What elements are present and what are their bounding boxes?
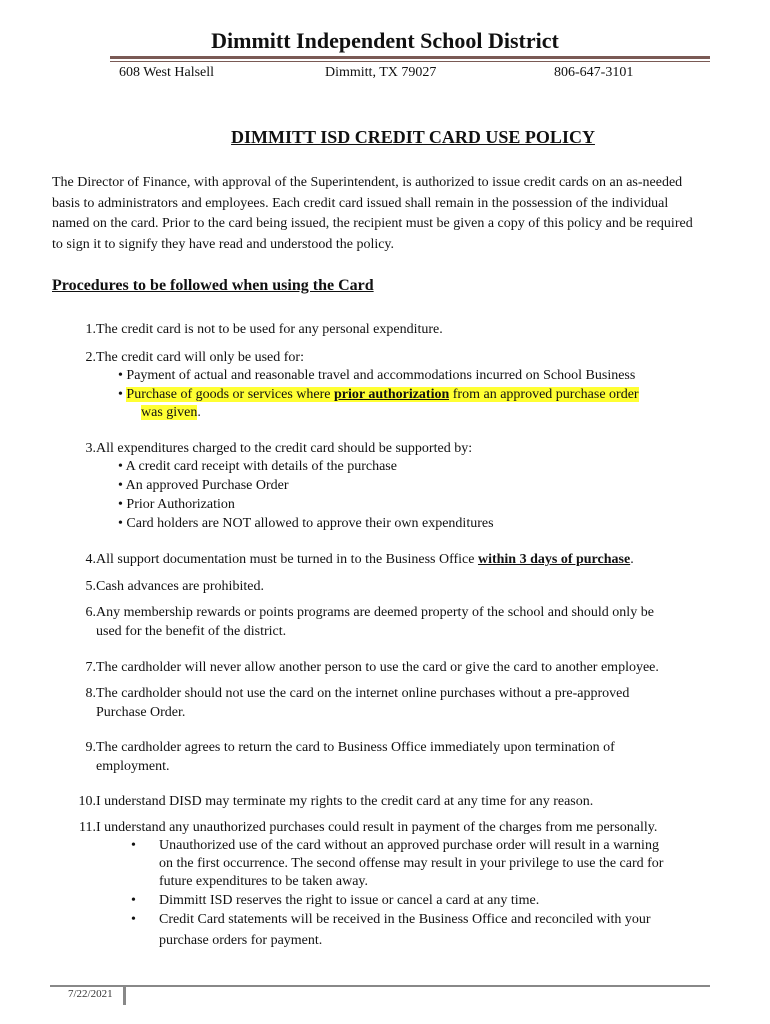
list-item-text: I understand DISD may terminate my rights to the credit card at any time for any reason. bbox=[96, 794, 594, 809]
list-item-text: All expenditures charged to the credit card should be supported by: bbox=[96, 441, 473, 456]
bullet-item: • An approved Purchase Order bbox=[118, 478, 289, 493]
bullet-text: Purchase of goods or services where bbox=[126, 387, 335, 402]
bullet-item: • Payment of actual and reasonable travel and accommodations incurred on School Business bbox=[118, 368, 636, 383]
highlight-text bbox=[126, 387, 334, 402]
list-item-text: I understand any unauthorized purchases could result in payment of the charges from me personally. bbox=[96, 820, 658, 835]
bullet-text: on the first occurrence. The second offense may result in your privilege to use the card for bbox=[159, 856, 664, 871]
bullet-marker: • bbox=[131, 912, 136, 927]
list-item-continuation: Purchase Order. bbox=[96, 705, 186, 720]
bullet-item: • A credit card receipt with details of the purchase bbox=[118, 459, 397, 474]
bullet-item: • Card holders are NOT allowed to approve their own expenditures bbox=[118, 516, 494, 531]
bullet-continuation: was given. bbox=[141, 405, 201, 420]
bullet-text: A credit card receipt with details of the purchase bbox=[125, 459, 397, 474]
bullet-marker: • bbox=[131, 838, 136, 853]
bullet-text: Credit Card statements will be received in the Business Office and reconciled with your bbox=[159, 912, 651, 927]
list-item-continuation: employment. bbox=[96, 759, 170, 774]
list-number: 9. bbox=[85, 740, 96, 755]
bullet-text: Unauthorized use of the card without an approved purchase order will result in a warning bbox=[159, 838, 659, 853]
bullet-text: Payment of actual and reasonable travel and accommodations incurred on School Business bbox=[126, 368, 636, 383]
list-number: 7. bbox=[85, 660, 96, 675]
list-item-text: Any membership rewards or points programs are deemed property of the school and should only be bbox=[96, 605, 654, 620]
list-item-text: The cardholder agrees to return the card to Business Office immediately upon termination of bbox=[96, 740, 615, 755]
bullet-text: Dimmitt ISD reserves the right to issue or cancel a card at any time. bbox=[159, 893, 540, 908]
procedures-heading: Procedures to be followed when using the Card bbox=[52, 277, 374, 294]
highlight-text: was given bbox=[141, 405, 198, 420]
list-number: 2. bbox=[85, 350, 96, 365]
list-item-text: All support documentation must be turned in to the Business Office within 3 days of purchase. bbox=[96, 552, 634, 567]
list-number: 6. bbox=[85, 605, 96, 620]
bullet-item: • Purchase of goods or services where prior authorization from an approved purchase order bbox=[118, 387, 639, 402]
list-number: 5. bbox=[85, 579, 96, 594]
bullet-marker: • bbox=[131, 893, 136, 908]
list-number: 4. bbox=[85, 552, 96, 567]
prior-authorization-emphasis: prior authorization bbox=[334, 387, 450, 402]
footer-divider bbox=[123, 985, 126, 1005]
list-number: 1. bbox=[85, 322, 96, 337]
policy-title: DIMMITT ISD CREDIT CARD USE POLICY bbox=[231, 127, 595, 147]
bullet-text: future expenditures to be taken away. bbox=[159, 874, 369, 889]
bullet-item: • Prior Authorization bbox=[118, 497, 235, 512]
district-name: Dimmitt Independent School District bbox=[211, 28, 559, 53]
list-item-continuation: used for the benefit of the district. bbox=[96, 624, 287, 639]
deadline-emphasis: within 3 days of purchase bbox=[477, 552, 631, 567]
phone-number: 806-647-3101 bbox=[554, 65, 634, 80]
list-item-text: The cardholder will never allow another person to use the card or give the card to another employee. bbox=[96, 660, 659, 675]
list-item-text: The credit card is not to be used for any personal expenditure. bbox=[96, 322, 443, 337]
intro-paragraph: The Director of Finance, with approval of the Superintendent, is authorized to issue credit cards on an as-needed basis to administrators and employees. Each credit card issued shall remain in the possession of the individual named on the card. Prior to the card being issued, the recipient must be given a copy of this policy and be required to sign it to signify they have read and understood the policy. bbox=[52, 175, 693, 252]
bullet-text: Prior Authorization bbox=[126, 497, 235, 512]
list-item-text: The cardholder should not use the card on the internet online purchases without a pre-approved bbox=[96, 686, 630, 701]
bullet-text: purchase orders for payment. bbox=[159, 933, 323, 948]
bullet-text: An approved Purchase Order bbox=[125, 478, 289, 493]
bullet-text: from an approved purchase order bbox=[449, 387, 639, 402]
address: 608 West Halsell bbox=[119, 65, 215, 80]
list-number: 11. bbox=[79, 820, 96, 835]
header-rule-thin bbox=[110, 61, 710, 62]
header-rule bbox=[110, 56, 710, 59]
list-number: 3. bbox=[85, 441, 96, 456]
footer-rule bbox=[50, 985, 710, 987]
list-item-text: The credit card will only be used for: bbox=[96, 350, 304, 365]
city-state-zip: Dimmitt, TX 79027 bbox=[325, 65, 437, 80]
bullet-text: Card holders are NOT allowed to approve their own expenditures bbox=[126, 516, 494, 531]
list-item-text: Cash advances are prohibited. bbox=[96, 579, 264, 594]
list-number: 8. bbox=[85, 686, 96, 701]
list-item-text-part: All support documentation must be turned in to the Business Office bbox=[96, 552, 478, 567]
list-number: 10. bbox=[78, 794, 96, 809]
footer-date: 7/22/2021 bbox=[68, 988, 113, 1000]
